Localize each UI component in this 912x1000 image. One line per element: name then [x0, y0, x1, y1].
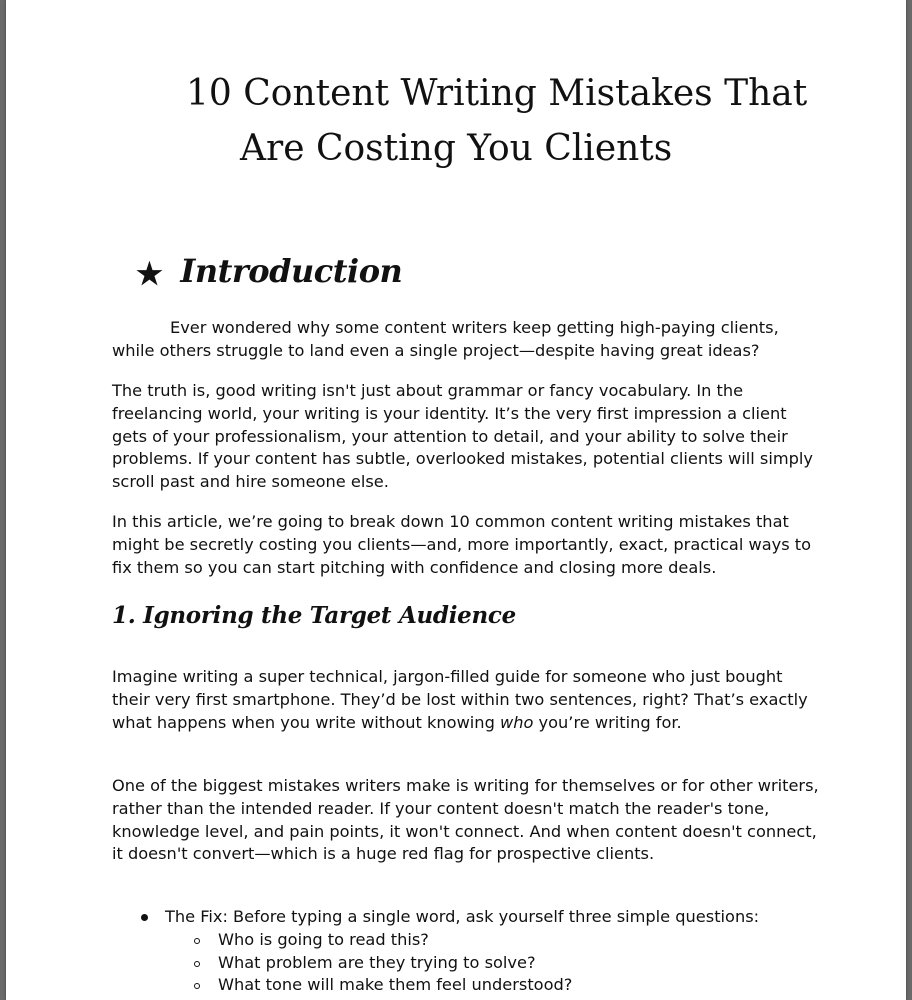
- section-1-paragraph-1: [112, 666, 824, 734]
- intro-paragraph-1: Ever wondered why some content writers keep getting high-paying clients, while others struggle to land even a single project—despite having great ideas?: [112, 318, 779, 360]
- intro-paragraph-2: The truth is, good writing isn't just about grammar or fancy vocabulary. In the freelancing world, your writing is your identity. It’s the very first impression a client gets of your professionalism, your attention to detail, and your ability to solve their problems. If your content has subtle, overlooked mistakes, potential clients will simply scroll past and hire someone else.: [112, 381, 813, 492]
- section-1-paragraph-1-start: Imagine writing a super technical, jargon-filled guide for someone who just bought their very first smartphone. They’d be lost within two sentences, right? That’s exactly what happens when you write without knowing: [112, 667, 808, 732]
- page-title: [6, 66, 906, 176]
- star-icon: ★: [136, 257, 163, 292]
- question-text: Who is going to read this?: [218, 929, 429, 949]
- fix-list-item: [112, 906, 824, 997]
- question-item: [165, 974, 824, 997]
- title-line-2: Are Costing You Clients: [240, 128, 673, 169]
- hollow-bullet-icon: [194, 961, 200, 967]
- question-item: [165, 929, 824, 952]
- section-1-heading: 1. Ignoring the Target Audience: [112, 602, 516, 629]
- bullet-icon: [141, 914, 148, 921]
- title-line-1: 10 Content Writing Mistakes That: [186, 73, 808, 114]
- emphasis-who: who: [500, 712, 534, 732]
- intro-paragraph-3: In this article, we’re going to break down 10 common content writing mistakes that might be secretly costing you clients—and, more importantly, exact, practical ways to fix them so you can start pitching with confidence and closing more deals.: [112, 512, 812, 577]
- section-1-paragraph-1-end: you’re writing for.: [533, 712, 682, 732]
- question-item: [165, 952, 824, 975]
- hollow-bullet-icon: [194, 938, 200, 944]
- section-1-paragraph-2: One of the biggest mistakes writers make is writing for themselves or for other writers, rather than the intended reader. If your content doesn't match the reader's tone, knowledge level, and pain points, it won't connect. And when content doesn't connect, it doesn't convert—which is a huge red flag for prospective clients.: [112, 776, 819, 864]
- intro-heading: [136, 252, 402, 292]
- question-text: What tone will make them feel understood?: [218, 975, 573, 995]
- fix-list: [112, 906, 824, 997]
- intro-heading-text: Introduction: [180, 252, 403, 290]
- fix-text: The Fix: Before typing a single word, ask yourself three simple questions:: [165, 907, 760, 926]
- document-page: [6, 0, 906, 1000]
- hollow-bullet-icon: [194, 983, 200, 989]
- question-text: What problem are they trying to solve?: [218, 952, 536, 972]
- questions-list: [165, 929, 824, 997]
